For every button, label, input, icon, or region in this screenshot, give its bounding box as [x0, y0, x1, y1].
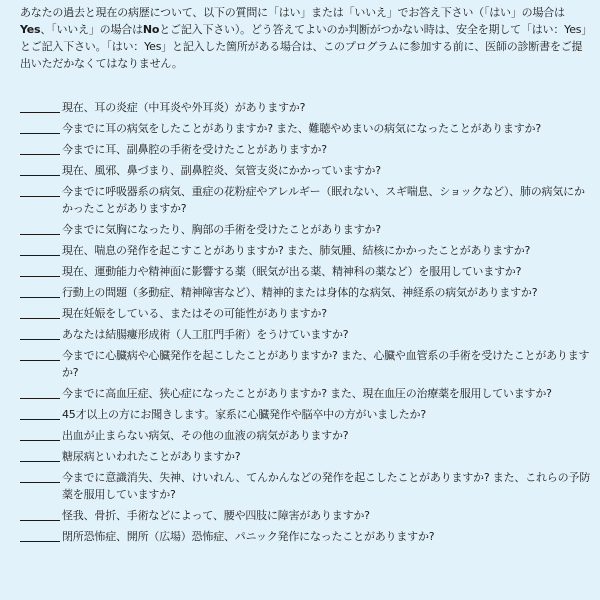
answer-blank[interactable]	[20, 141, 60, 155]
question-text: 現在妊娠をしている、またはその可能性がありますか?	[62, 307, 327, 320]
answer-blank[interactable]	[20, 242, 60, 256]
question-item	[20, 99, 590, 116]
question-item	[20, 528, 590, 545]
question-item	[20, 469, 590, 503]
answer-blank[interactable]	[20, 528, 60, 542]
answer-blank[interactable]	[20, 263, 60, 277]
answer-blank[interactable]	[20, 162, 60, 176]
question-text: 今までに耳の病気をしたことがありますか? また、難聴やめまいの病気になったことがありますか?	[62, 122, 541, 135]
question-item	[20, 242, 590, 259]
question-item	[20, 406, 590, 423]
question-text: 今までに意識消失、失神、けいれん、てんかんなどの発作を起こしたことがありますか? また、これらの予防薬を服用していますか?	[62, 471, 590, 501]
question-text: 今までに気胸になったり、胸部の手術を受けたことがありますか?	[62, 223, 381, 236]
intro-paragraph	[20, 4, 590, 72]
answer-blank[interactable]	[20, 507, 60, 521]
question-item	[20, 183, 590, 217]
question-text: 行動上の問題（多動症、精神障害など）、精神的または身体的な病気、神経系の病気がありますか?	[62, 286, 538, 299]
intro-no-word: No	[142, 23, 160, 36]
intro-part-3: とご記入下さい）。どう答えてよいのか判断がつかない時は、安全を期して「はい：Yes」とご記入下さい。「はい：Yes」と記入した箇所がある場合は、このプログラムに参加する前に、医師の診断書をご提出いただかなくてはなりません。	[20, 23, 587, 70]
answer-blank[interactable]	[20, 406, 60, 420]
answer-blank[interactable]	[20, 305, 60, 319]
answer-blank[interactable]	[20, 448, 60, 462]
question-text: 現在、運動能力や精神面に影響する薬（眠気が出る薬、精神科の薬など）を服用していますか?	[62, 265, 522, 278]
question-item	[20, 427, 590, 444]
answer-blank[interactable]	[20, 99, 60, 113]
question-text: 今までに呼吸器系の病気、重症の花粉症やアレルギー（眠れない、スギ喘息、ショックなど）、肺の病気にかかったことがありますか?	[62, 185, 585, 215]
question-item	[20, 305, 590, 322]
question-text: 現在、風邪、鼻づまり、副鼻腔炎、気管支炎にかかっていますか?	[62, 164, 381, 177]
question-text: 現在、耳の炎症（中耳炎や外耳炎）がありますか?	[62, 101, 306, 114]
answer-blank[interactable]	[20, 221, 60, 235]
question-item	[20, 284, 590, 301]
question-text: 今までに耳、副鼻腔の手術を受けたことがありますか?	[62, 143, 327, 156]
answer-blank[interactable]	[20, 326, 60, 340]
answer-blank[interactable]	[20, 469, 60, 483]
question-item	[20, 141, 590, 158]
question-text: 45才以上の方にお聞きします。家系に心臓発作や脳卒中の方がいましたか?	[62, 408, 426, 421]
question-item	[20, 326, 590, 343]
question-item	[20, 221, 590, 238]
question-item	[20, 385, 590, 402]
question-item	[20, 448, 590, 465]
question-text: 出血が止まらない病気、その他の血液の病気がありますか?	[62, 429, 349, 442]
intro-yes-word: Yes	[20, 23, 41, 36]
answer-blank[interactable]	[20, 183, 60, 197]
question-text: 現在、喘息の発作を起こすことがありますか? また、肺気腫、結核にかかったことがありますか?	[62, 244, 531, 257]
answer-blank[interactable]	[20, 385, 60, 399]
answer-blank[interactable]	[20, 347, 60, 361]
question-item	[20, 347, 590, 381]
question-text: 閉所恐怖症、開所（広場）恐怖症、パニック発作になったことがありますか?	[62, 530, 435, 543]
question-text: 今までに心臓病や心臓発作を起こしたことがありますか? また、心臓や血管系の手術を受けたことがありますか?	[62, 349, 590, 379]
question-item	[20, 120, 590, 137]
question-item	[20, 263, 590, 280]
question-text: あなたは結腸瘻形成術（人工肛門手術）をうけていますか?	[62, 328, 349, 341]
answer-blank[interactable]	[20, 120, 60, 134]
question-text: 今までに高血圧症、狭心症になったことがありますか? また、現在血圧の治療薬を服用していますか?	[62, 387, 552, 400]
intro-part-1: あなたの過去と現在の病歴について、以下の質問に「はい」または「いいえ」でお答え下さい（「はい」の場合は	[20, 6, 565, 19]
question-text: 怪我、骨折、手術などによって、腰や四肢に障害がありますか?	[62, 509, 370, 522]
question-item	[20, 507, 590, 524]
intro-part-2: 、「いいえ」の場合は	[40, 23, 143, 36]
question-item	[20, 162, 590, 179]
answer-blank[interactable]	[20, 284, 60, 298]
answer-blank[interactable]	[20, 427, 60, 441]
question-text: 糖尿病といわれたことがありますか?	[62, 450, 241, 463]
question-list	[20, 99, 590, 545]
